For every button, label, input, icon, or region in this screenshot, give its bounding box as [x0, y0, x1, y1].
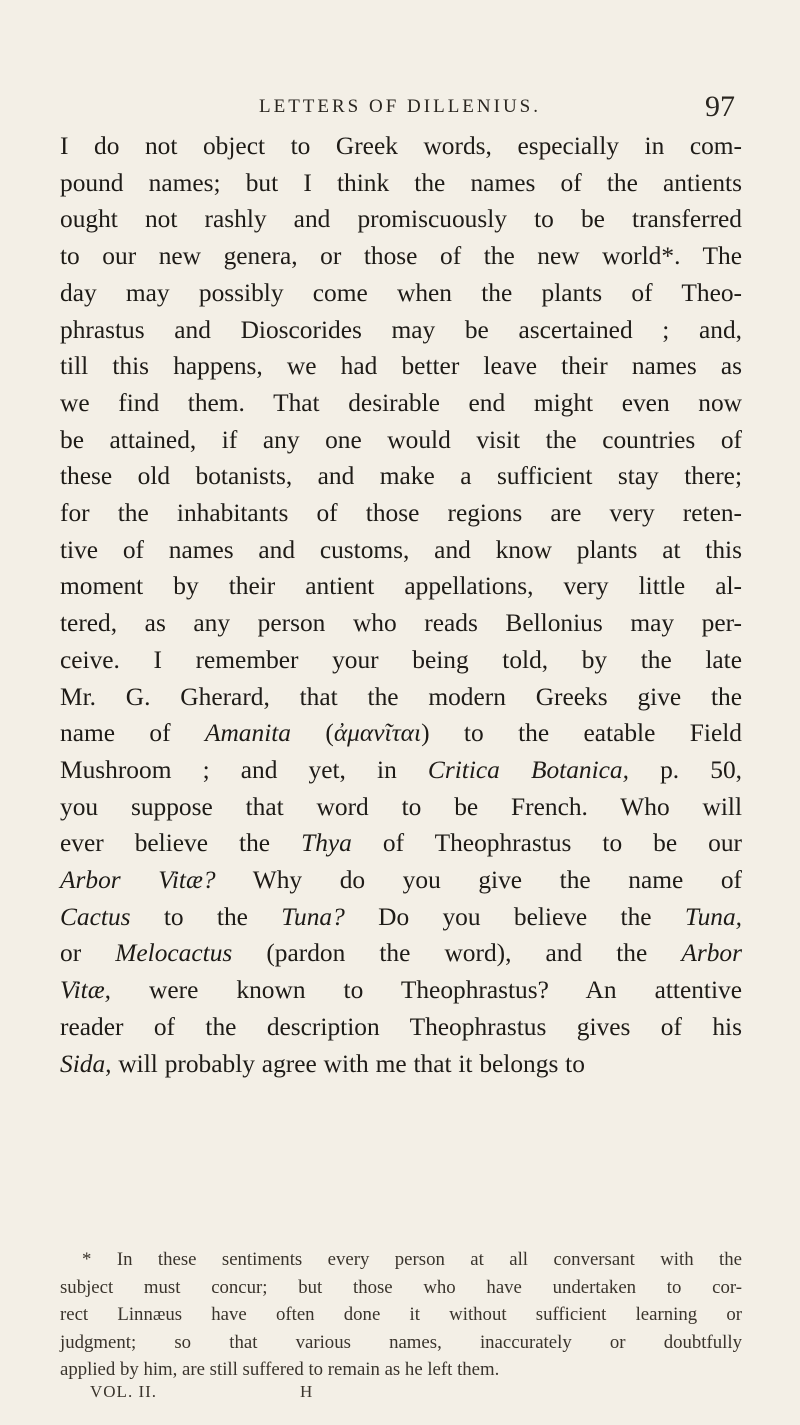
- text-line: [60, 312, 742, 349]
- italic-term: Thya: [301, 829, 352, 858]
- text-run: ought not rashly and promiscuously to be transferred: [60, 205, 742, 234]
- text-run: day may possibly come when the plants of Theo-: [60, 278, 742, 307]
- text-line: [60, 1046, 742, 1083]
- text-line: [60, 679, 742, 716]
- text-run: will probably agree with me that it belongs to: [111, 1049, 585, 1078]
- footnote-line: subject must concur; but those who have undertaken to cor-: [60, 1276, 742, 1298]
- text-run: I do not object to Greek words, especially in com-: [60, 132, 742, 160]
- text-run: ceive. I remember your being told, by the late: [60, 645, 742, 674]
- text-run: tive of names and customs, and know plants at this: [60, 535, 742, 564]
- text-run: or: [60, 939, 116, 968]
- running-head: [60, 90, 740, 130]
- text-run: these old botanists, and make a sufficient stay there;: [60, 462, 742, 491]
- text-run: Do you believe the: [344, 902, 685, 931]
- text-run: for the inhabitants of those regions are very reten-: [60, 499, 742, 528]
- text-run: (pardon the word), and the: [232, 939, 682, 968]
- text-line: [60, 348, 742, 385]
- italic-term: Tuna,: [684, 902, 743, 931]
- text-run: ) to the eatable Field: [421, 719, 742, 748]
- text-run: till this happens, we had better leave their names as: [60, 352, 742, 381]
- text-line: [60, 495, 742, 532]
- text-line: [60, 532, 742, 569]
- text-run: were known to Theophrastus? An attentive: [111, 976, 742, 1005]
- italic-term: Arbor: [681, 939, 743, 968]
- footnote-line: applied by him, are still suffered to remain as he left them.: [60, 1359, 500, 1380]
- text-line: [60, 715, 742, 752]
- text-line: [60, 201, 742, 238]
- text-run: pound names; but I think the names of the antients: [60, 168, 742, 197]
- text-run: of Theophrastus to be our: [351, 829, 743, 858]
- text-run: reader of the description Theophrastus gives of his: [60, 1012, 742, 1041]
- text-line: [60, 605, 742, 642]
- footnote-line: judgment; so that various names, inaccurately or doubtfully: [60, 1331, 742, 1353]
- text-line: [60, 899, 742, 936]
- text-line: [60, 385, 742, 422]
- italic-term: Critica Botanica,: [427, 755, 629, 784]
- italic-term: Cactus: [60, 902, 131, 931]
- text-run: Mr. G. Gherard, that the modern Greeks give the: [60, 682, 742, 711]
- text-run: to our new genera, or those of the new world*. The: [60, 242, 742, 271]
- signature-mark: H: [300, 1382, 314, 1401]
- text-run: to the: [130, 902, 282, 931]
- italic-term: Vitæ,: [60, 976, 112, 1005]
- text-run: Why do you give the name of: [215, 866, 742, 895]
- running-title: LETTERS OF DILLENIUS.: [258, 96, 541, 117]
- text-line: [60, 458, 742, 495]
- text-line: [60, 568, 742, 605]
- footnote-line: * In these sentiments every person at all conversant with the: [82, 1249, 742, 1270]
- text-line: [60, 789, 742, 826]
- italic-term: Amanita: [204, 719, 291, 748]
- main-text: [60, 128, 742, 1082]
- italic-term: Sida,: [60, 1049, 112, 1078]
- text-run: be attained, if any one would visit the countries of: [60, 425, 742, 454]
- text-run: phrastus and Dioscorides may be ascertained ; and,: [60, 315, 742, 344]
- text-line: [60, 752, 742, 789]
- text-line: [60, 862, 742, 899]
- text-line: [60, 972, 742, 1009]
- text-run: you suppose that word to be French. Who will: [60, 792, 742, 821]
- text-run: p. 50,: [628, 755, 743, 784]
- text-run: moment by their antient appellations, very little al-: [60, 572, 742, 601]
- footnote-line: rect Linnæus have often done it without sufficient learning or: [60, 1304, 742, 1325]
- text-run: we find them. That desirable end might even now: [60, 388, 742, 417]
- text-run: tered, as any person who reads Bellonius may per-: [60, 609, 742, 638]
- page-number: 97: [705, 90, 735, 123]
- text-run: name of: [60, 719, 205, 748]
- footnote: [60, 1246, 742, 1384]
- text-line: [60, 128, 742, 165]
- text-line: [60, 422, 742, 459]
- text-line: [60, 825, 742, 862]
- italic-term: Melocactus: [115, 939, 233, 968]
- text-run: ever believe the: [60, 829, 302, 858]
- text-run: Mushroom ; and yet, in: [60, 755, 428, 784]
- text-line: [60, 1009, 742, 1046]
- signature-line: [90, 1382, 410, 1406]
- text-line: [60, 642, 742, 679]
- italic-term: ἀμανῖται: [333, 719, 422, 748]
- text-line: [60, 238, 742, 275]
- text-line: [60, 935, 742, 972]
- volume-mark: VOL. II.: [90, 1382, 158, 1401]
- text-run: (: [291, 719, 334, 748]
- text-line: [60, 275, 742, 312]
- italic-term: Arbor Vitæ?: [60, 866, 216, 895]
- text-line: [60, 165, 742, 202]
- italic-term: Tuna?: [281, 902, 345, 931]
